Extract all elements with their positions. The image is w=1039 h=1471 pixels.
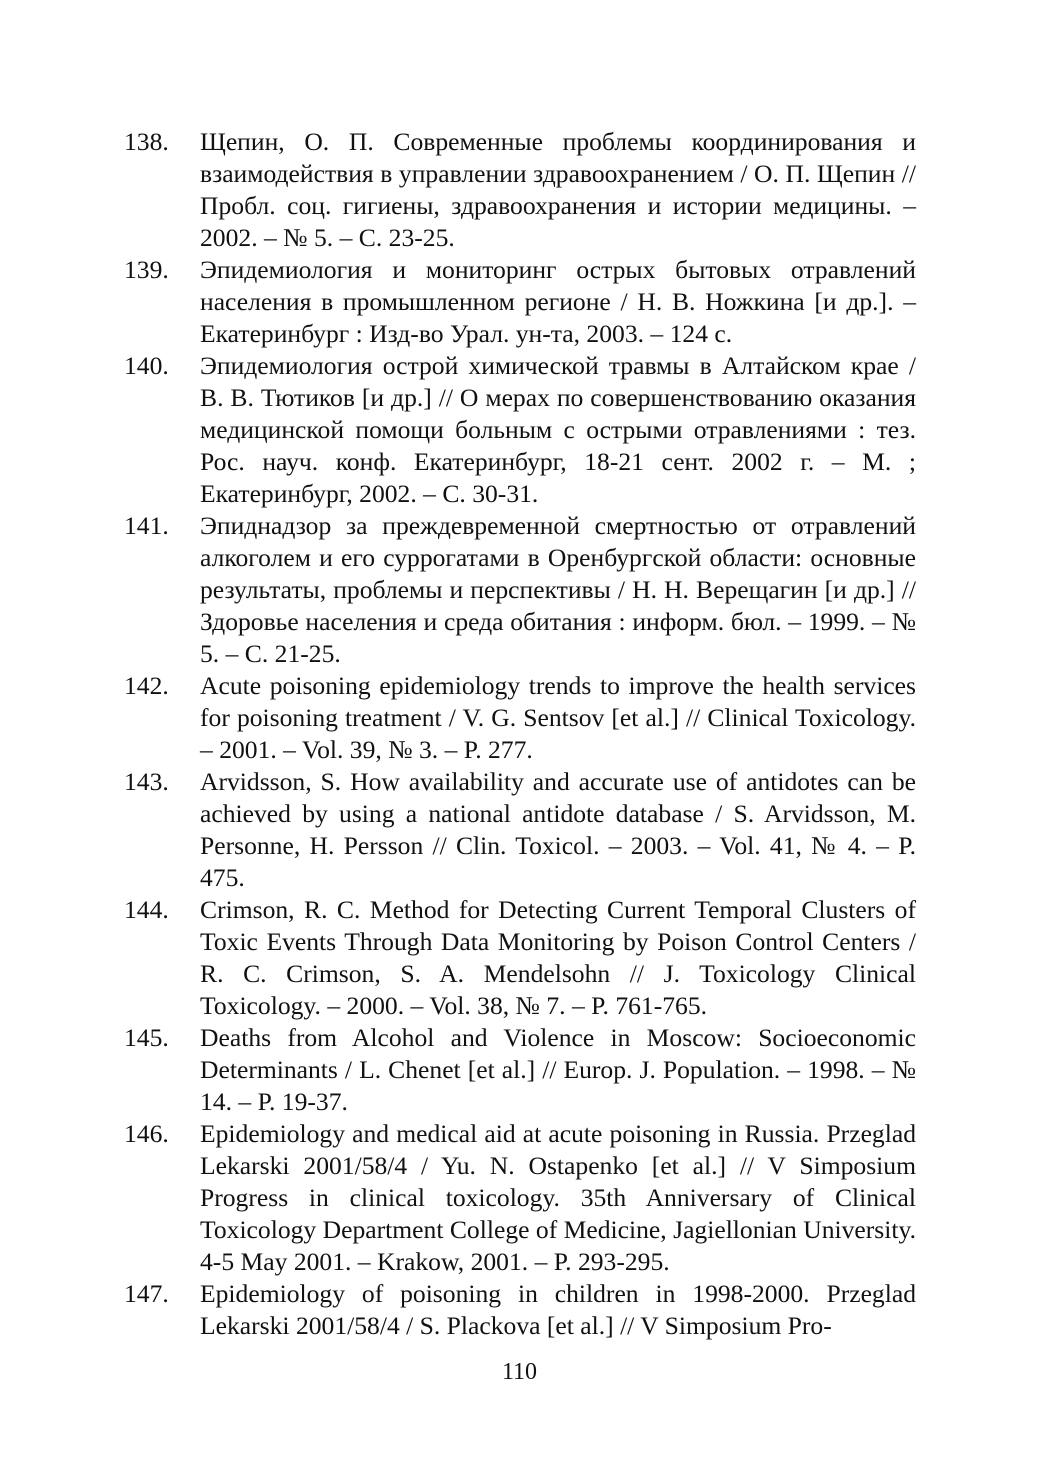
reference-number: 139. [124,255,169,284]
reference-number: 143. [124,767,169,796]
reference-text: Arvidsson, S. How availability and accurate use of antidotes can be achieved by using a national antidote database / S. Arvidsson, M. Personne, H. Persson // Clin. Toxicol. – 2003. – Vol. 41, № 4. – P. 475. [200,767,916,892]
reference-text: Deaths from Alcohol and Violence in Moscow: Socioeconomic Determinants / L. Chenet [et al.] // Europ. J. Population. – 1998. – № 14. – P. 19-37. [200,1023,916,1116]
reference-list [124,126,916,1342]
reference-item-142 [124,670,916,766]
reference-item-143 [124,766,916,894]
reference-text: Эпиднадзор за преждевременной смертностью от отравлений алкоголем и его суррогатами в Оренбургской области: основные результаты, проблемы и перспективы / Н. Н. Верещагин [и др.] // Здоровье населения и среда обитания : информ. бюл. – 1999. – № 5. – С. 21-25. [200,511,916,668]
reference-text: Эпидемиология острой химической травмы в Алтайском крае / В. В. Тютиков [и др.] // О мерах по совершенствованию оказания медицинской помощи больным с острыми отравлениями : тез. Рос. науч. конф. Екатеринбург, 18-21 сент. 2002 г. – М. ; Екатеринбург, 2002. – С. 30-31. [200,351,916,508]
reference-number: 145. [124,1023,169,1052]
reference-text: Crimson, R. C. Method for Detecting Current Temporal Clusters of Toxic Events Through Data Monitoring by Poison Control Centers / R. C. Crimson, S. A. Mendelsohn // J. Toxicology Clinical Toxicology. – 2000. – Vol. 38, № 7. – P. 761-765. [200,895,916,1020]
reference-text: Epidemiology and medical aid at acute poisoning in Russia. Przeglad Lekarski 2001/58/4 / Yu. N. Ostapenko [et al.] // V Simposium Progress in clinical toxicology. 35th Anniversary of Clinical Toxicology Department College of Medicine, Jagiellonian University. 4-5 May 2001. – Krakow, 2001. – P. 293-295. [200,1119,916,1276]
reference-item-140 [124,350,916,510]
reference-item-145 [124,1022,916,1118]
reference-number: 138. [124,127,169,156]
reference-text: Эпидемиология и мониторинг острых бытовых отравлений населения в промышленном регионе / Н. В. Ножкина [и др.]. – Екатеринбург : Изд-во Урал. ун-та, 2003. – 124 с. [200,255,916,348]
page-number: 110 [501,1359,538,1385]
reference-number: 142. [124,671,169,700]
reference-text: Щепин, О. П. Современные проблемы координирования и взаимодействия в управлении здравоохранением / О. П. Щепин // Пробл. соц. гигиены, здравоохранения и истории медицины. – 2002. – № 5. – С. 23-25. [200,127,916,252]
reference-item-144 [124,894,916,1022]
reference-number: 144. [124,895,169,924]
reference-number: 146. [124,1119,169,1148]
reference-number: 147. [124,1279,169,1308]
reference-item-141 [124,510,916,670]
reference-item-138 [124,126,916,254]
reference-text: Acute poisoning epidemiology trends to improve the health services for poisoning treatment / V. G. Sentsov [et al.] // Clinical Toxicology. – 2001. – Vol. 39, № 3. – P. 277. [200,671,916,764]
reference-text: Epidemiology of poisoning in children in 1998-2000. Przeglad Lekarski 2001/58/4 / S. Plackova [et al.] // V Simposium Pro- [200,1279,916,1340]
reference-item-146 [124,1118,916,1278]
reference-number: 141. [124,511,169,540]
reference-item-147 [124,1278,916,1342]
reference-number: 140. [124,351,169,380]
reference-item-139 [124,254,916,350]
